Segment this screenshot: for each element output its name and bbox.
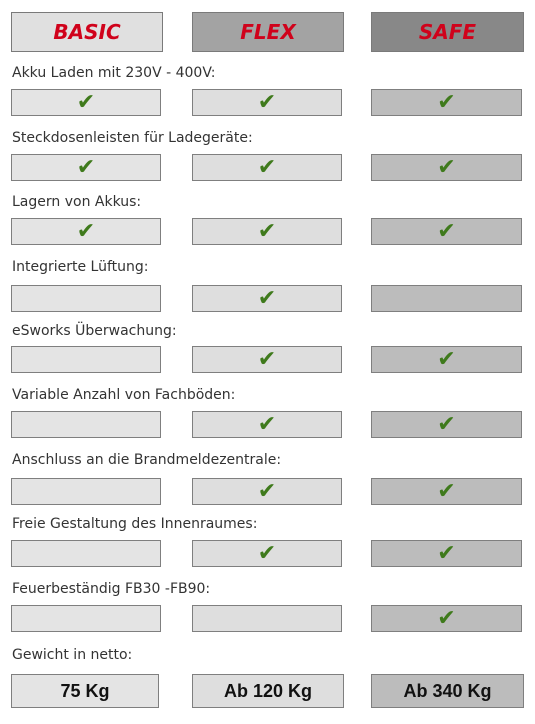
feature-cell-basic: [11, 285, 161, 312]
feature-label: Integrierte Lüftung:: [12, 259, 149, 275]
checkmark-icon: ✔: [257, 478, 277, 504]
checkmark-icon: ✔: [257, 411, 277, 437]
weight-label: Gewicht in netto:: [12, 647, 133, 663]
feature-cell-flex: [192, 605, 342, 632]
checkmark-icon: ✔: [437, 346, 456, 372]
feature-cell-flex: [192, 540, 342, 567]
feature-cell-flex: [192, 154, 342, 181]
feature-cell-safe: [371, 154, 522, 181]
feature-cell-safe: [371, 540, 522, 567]
feature-label: Variable Anzahl von Fachböden:: [12, 387, 236, 403]
feature-label: Feuerbeständig FB30 -FB90:: [12, 581, 211, 597]
checkmark-icon: ✔: [76, 218, 96, 244]
weight-flex: Ab 120 Kg: [192, 674, 344, 708]
feature-cell-safe: [371, 218, 522, 245]
feature-cell-basic: [11, 411, 161, 438]
feature-cell-flex: [192, 285, 342, 312]
feature-cell-flex: [192, 218, 342, 245]
checkmark-icon: ✔: [437, 605, 456, 631]
checkmark-icon: ✔: [257, 346, 277, 372]
feature-label: Steckdosenleisten für Ladegeräte:: [12, 130, 253, 146]
feature-label: Akku Laden mit 230V - 400V:: [12, 65, 216, 81]
feature-label: eSworks Überwachung:: [12, 323, 177, 339]
feature-cell-basic: [11, 605, 161, 632]
checkmark-icon: ✔: [76, 154, 96, 180]
checkmark-icon: ✔: [437, 411, 456, 437]
feature-cell-safe: [371, 346, 522, 373]
feature-cell-basic: [11, 154, 161, 181]
feature-cell-flex: [192, 346, 342, 373]
checkmark-icon: ✔: [437, 89, 456, 115]
checkmark-icon: ✔: [257, 285, 277, 311]
checkmark-icon: ✔: [437, 154, 456, 180]
feature-cell-flex: [192, 89, 342, 116]
column-header-safe: SAFE: [371, 12, 524, 52]
checkmark-icon: ✔: [257, 89, 277, 115]
feature-cell-basic: [11, 540, 161, 567]
checkmark-icon: ✔: [257, 540, 277, 566]
checkmark-icon: ✔: [257, 154, 277, 180]
feature-cell-basic: [11, 478, 161, 505]
checkmark-icon: ✔: [76, 89, 96, 115]
checkmark-icon: ✔: [437, 540, 456, 566]
weight-safe: Ab 340 Kg: [371, 674, 524, 708]
feature-label: Freie Gestaltung des Innenraumes:: [12, 516, 258, 532]
feature-label: Lagern von Akkus:: [12, 194, 142, 210]
feature-cell-basic: [11, 218, 161, 245]
feature-cell-basic: [11, 346, 161, 373]
feature-cell-safe: [371, 89, 522, 116]
feature-label: Anschluss an die Brandmeldezentrale:: [12, 452, 282, 468]
feature-cell-safe: [371, 411, 522, 438]
checkmark-icon: ✔: [437, 218, 456, 244]
checkmark-icon: ✔: [257, 218, 277, 244]
column-header-flex: FLEX: [192, 12, 344, 52]
checkmark-icon: ✔: [437, 478, 456, 504]
feature-cell-safe: [371, 605, 522, 632]
column-header-basic: BASIC: [11, 12, 163, 52]
feature-cell-safe: [371, 478, 522, 505]
feature-cell-flex: [192, 411, 342, 438]
weight-basic: 75 Kg: [11, 674, 159, 708]
feature-cell-safe: [371, 285, 522, 312]
feature-cell-basic: [11, 89, 161, 116]
feature-cell-flex: [192, 478, 342, 505]
